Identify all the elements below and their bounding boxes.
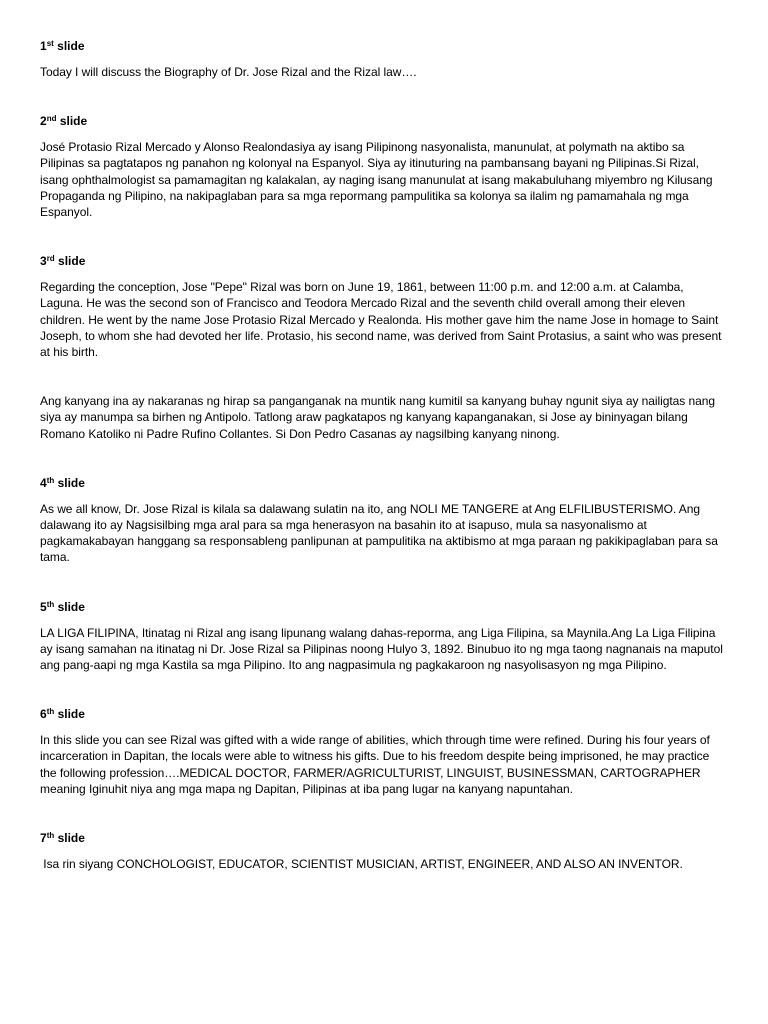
slide-paragraph: Regarding the conception, Jose "Pepe" Rizal was born on June 19, 1861, between 11:00 p.m. and 12:00 a.m. at Calamba, Laguna. He was the second son of Francisco and Teodora Mercado Rizal and the seventh child overall among their eleven children. He went by the name Jose Protasio Rizal Mercado y Realonda. His mother gave him the name Jose in homage to Saint Joseph, to whom she had devoted her life. Protasio, his second name, was derived from Saint Protasius, a saint who was present at his birth. <box>40 280 722 360</box>
slide-section <box>40 830 728 872</box>
slide-heading: 6th slide <box>40 707 85 722</box>
slide-paragraph: Isa rin siyang CONCHOLOGIST, EDUCATOR, SCIENTIST MUSICIAN, ARTIST, ENGINEER, AND ALSO AN INVENTOR. <box>40 857 683 872</box>
slide-section <box>40 475 728 566</box>
slide-heading: 1st slide <box>40 39 85 53</box>
slide-paragraph: In this slide you can see Rizal was gifted with a wide range of abilities, which through time were refined. During his four years of incarceration in Dapitan, the locals were able to witness his gifts. Due to his freedom despite being imprisoned, he may practice the following profession….MEDICAL DOCTOR, FARMER/AGRICULTURIST, LINGUIST, BUSINESSMAN, CARTOGRAPHER meaning Iginuhit niya ang mga mapa ng Dapitan, Pilipinas at iba pang lugar na kanyang napuntahan. <box>40 733 710 796</box>
slide-paragraph: Today I will discuss the Biography of Dr. Jose Rizal and the Rizal law…. <box>40 65 417 79</box>
slide-paragraph: LA LIGA FILIPINA, Itinatag ni Rizal ang isang lipunang walang dahas-reporma, ang Liga Filipina, sa Maynila.Ang La Liga Filipina ay isang samahan na itinatag ni Dr. Jose Rizal sa Pilipinas noong Hulyo 3, 1892. Binubuo ito ng mga taong nagnanais na maputol ang pang-aapi ng mga Kastila sa mga Pilipino. Ito ang nagpasimula ng pagkakaroon ng nasyolisasyon ng mga Pilipino. <box>40 625 723 673</box>
slide-paragraph: As we all know, Dr. Jose Rizal is kilala sa dalawang sulatin na ito, ang NOLI ME TANGERE at Ang ELFILIBUSTERISMO. Ang dalawang ito ay Nagsisilbing mga aral para sa mga henerasyon na basahin ito at isapuso, mula sa nasyonalismo at pagkamakabayan hanggang sa responsableng panlipunan at pampulitika na aktibismo at mga paraan ng pakikipaglaban para sa tama. <box>40 501 718 565</box>
slide-section <box>40 706 728 797</box>
slide-heading: 7th slide <box>40 831 85 846</box>
slide-section <box>40 599 728 674</box>
slide-heading: 3rd slide <box>40 254 86 269</box>
slide-paragraph: Ang kanyang ina ay nakaranas ng hirap sa panganganak na muntik nang kumitil sa kanyang buhay ngunit siya ay nailigtas nang siya ay manumpa sa birhen ng Antipolo. Tatlong araw pagkatapos ng kanyang kapanganakan, si Jose ay bininyagan bilang Romano Katoliko ni Padre Rufino Collantes. Si Don Pedro Casanas ay nagsilbing kanyang ninong. <box>40 394 716 441</box>
slide-paragraph: José Protasio Rizal Mercado y Alonso Realondasiya ay isang Pilipinong nasyonalista, manunulat, at polymath na aktibo sa Pilipinas sa pagtatapos ng panahon ng kolonyal na Espanyol. Siya ay itinuturing na pambansang bayani ng Pilipinas.Si Rizal, isang ophthalmologist sa pamamagitan ng kalakalan, ay naging isang manunulat at isang makabuluhang miyembro ng Kilusang Propaganda ng Pilipino, na nakipaglaban para sa mga repormang pampulitika sa kolonya sa ilalim ng pamamahala ng mga Espanyol. <box>40 140 713 220</box>
slide-section <box>40 113 728 220</box>
slide-heading: 5th slide <box>40 599 85 614</box>
slide-section <box>40 38 728 80</box>
slide-heading: 2nd slide <box>40 114 88 129</box>
slide-heading: 4th slide <box>40 475 85 490</box>
slide-section <box>40 253 728 442</box>
